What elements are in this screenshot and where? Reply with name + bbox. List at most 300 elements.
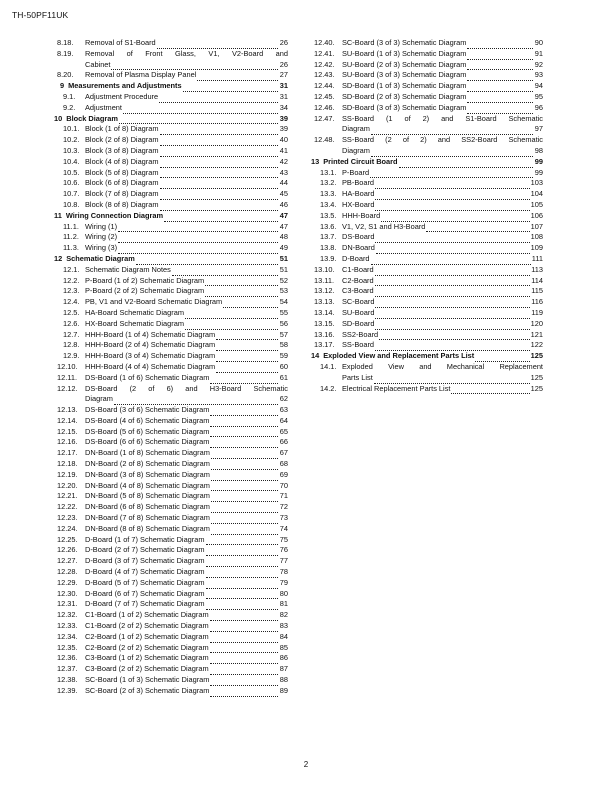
toc-page-number: 61 — [279, 372, 288, 382]
toc-entry-number: 12.40. — [314, 38, 335, 47]
toc-page-number: 93 — [534, 70, 543, 80]
toc-leader-dots — [467, 61, 533, 71]
toc-entry-number: 12.9. — [63, 351, 80, 361]
toc-page-number: 66 — [279, 437, 288, 447]
toc-entry-number: 13.12. — [314, 286, 335, 296]
toc-entry-title: SD-Board — [342, 318, 375, 328]
toc-leader-dots — [210, 644, 278, 654]
toc-subsection-entry — [311, 308, 543, 319]
toc-subsection-entry — [54, 437, 288, 448]
toc-entry-title: C3-Board (1 of 2) Schematic Diagram — [85, 653, 209, 663]
toc-entry-title: SU-Board (2 of 3) Schematic Diagram — [342, 59, 467, 69]
toc-leader-dots — [210, 676, 278, 686]
toc-subsection-entry — [54, 146, 288, 157]
toc-leader-dots — [118, 244, 278, 254]
toc-leader-dots — [160, 126, 278, 136]
toc-subsection-entry — [54, 92, 288, 103]
toc-subsection-entry — [54, 70, 288, 81]
toc-entry-title: Schematic Diagram Notes — [85, 264, 171, 274]
toc-leader-dots — [210, 406, 278, 416]
toc-entry-title: Block (8 of 8) Diagram — [85, 199, 159, 209]
toc-entry-title: HA-Board — [342, 189, 375, 199]
toc-subsection-entry — [311, 254, 543, 265]
toc-subsection-entry — [54, 243, 288, 254]
toc-leader-dots — [210, 374, 278, 384]
toc-entry-number: 13.9. — [320, 253, 337, 263]
toc-page-number: 96 — [534, 102, 543, 112]
toc-entry-title: Wiring (1) — [85, 221, 118, 231]
document-model-header: TH-50PF11UK — [12, 10, 69, 20]
toc-subsection-entry — [54, 556, 288, 567]
toc-subsection-entry — [54, 297, 288, 308]
toc-entry-title: Block (4 of 8) Diagram — [85, 156, 159, 166]
toc-page-number: 39 — [279, 124, 288, 134]
toc-entry-title: C1-Board — [342, 264, 374, 274]
toc-subsection-entry — [54, 222, 288, 233]
toc-entry-number: 13.3. — [320, 189, 337, 199]
toc-entry-title-continued: Diagram — [85, 394, 113, 404]
toc-entry-number: 12.47. — [314, 113, 335, 123]
toc-entry-title: DS-Board (5 of 6) Schematic Diagram — [85, 426, 210, 436]
toc-entry-number: 12.13. — [57, 405, 78, 415]
toc-page-number: 31 — [279, 81, 288, 91]
toc-subsection-entry — [311, 103, 543, 114]
toc-page-number: 64 — [279, 415, 288, 425]
toc-entry-title: Block (6 of 8) Diagram — [85, 178, 159, 188]
toc-page-number: 107 — [530, 221, 543, 231]
toc-entry-title-continued: Diagram — [342, 124, 370, 134]
toc-entry-number: 10.7. — [63, 189, 80, 199]
toc-leader-dots — [210, 666, 278, 676]
toc-entry-number: 13.16. — [314, 329, 335, 339]
toc-leader-dots — [467, 82, 533, 92]
toc-page-number: 87 — [279, 664, 288, 674]
toc-entry-number: 14.1. — [320, 361, 337, 371]
toc-subsection-entry — [54, 384, 288, 406]
toc-entry-number: 13.6. — [320, 221, 337, 231]
toc-entry-title: SS-Board (2 of 2) and SS2-Board Schematic — [342, 135, 543, 145]
toc-entry-number: 12 — [54, 253, 63, 263]
toc-entry-title: HHH-Board — [342, 210, 381, 220]
toc-page-number: 105 — [530, 199, 543, 209]
toc-subsection-entry — [311, 70, 543, 81]
toc-entry-number: 12.25. — [57, 534, 78, 544]
toc-leader-dots — [223, 298, 278, 308]
toc-entry-title: D-Board (3 of 7) Schematic Diagram — [85, 556, 205, 566]
toc-leader-dots — [210, 633, 278, 643]
toc-entry-title: D-Board — [342, 253, 370, 263]
toc-entry-title: HA-Board Schematic Diagram — [85, 307, 184, 317]
toc-subsection-entry — [311, 330, 543, 341]
toc-subsection-entry — [54, 49, 288, 71]
toc-page-number: 114 — [531, 275, 543, 285]
toc-entry-number: 13.5. — [320, 210, 337, 220]
toc-leader-dots — [211, 493, 278, 503]
toc-subsection-entry — [311, 340, 543, 351]
toc-leader-dots — [216, 342, 278, 352]
toc-entry-title: C3-Board — [342, 286, 374, 296]
toc-entry-number: 12.29. — [57, 577, 78, 587]
toc-leader-dots — [164, 212, 278, 222]
toc-leader-dots — [475, 352, 529, 362]
toc-subsection-entry — [54, 124, 288, 135]
toc-entry-title: Wiring (2) — [85, 232, 118, 242]
toc-leader-dots — [467, 93, 533, 103]
toc-entry-title: HX-Board Schematic Diagram — [85, 318, 184, 328]
toc-entry-number: 12.11. — [57, 372, 77, 382]
toc-entry-number: 12.8. — [63, 340, 80, 350]
toc-entry-number: 12.44. — [314, 81, 335, 91]
toc-page-number: 26 — [279, 38, 288, 47]
toc-entry-title: P-Board (1 of 2) Schematic Diagram — [85, 275, 205, 285]
toc-page-number: 47 — [279, 221, 288, 231]
toc-leader-dots — [399, 158, 533, 168]
toc-entry-title: DN-Board (4 of 8) Schematic Diagram — [85, 480, 210, 490]
toc-page-number: 79 — [279, 577, 288, 587]
toc-page-number: 43 — [279, 167, 288, 177]
toc-entry-number: 12.6. — [63, 318, 80, 328]
toc-entry-number: 12.43. — [314, 70, 335, 80]
toc-page-number: 59 — [279, 351, 288, 361]
toc-entry-number: 14.2. — [320, 383, 337, 393]
toc-entry-title: Schematic Diagram — [66, 253, 135, 263]
toc-subsection-entry — [311, 232, 543, 243]
toc-entry-title: SS-Board — [342, 340, 375, 350]
toc-entry-title: Block (1 of 8) Diagram — [85, 124, 159, 134]
toc-leader-dots — [185, 320, 278, 330]
toc-entry-number: 8.20. — [57, 70, 74, 80]
toc-page-number: 57 — [279, 329, 288, 339]
toc-page-number: 49 — [279, 243, 288, 253]
toc-entry-title: Wiring (3) — [85, 243, 118, 253]
toc-page-number: 68 — [279, 459, 288, 469]
toc-page-number: 85 — [279, 642, 288, 652]
toc-entry-title: SC-Board (3 of 3) Schematic Diagram — [342, 38, 467, 47]
toc-entry-title: Block (3 of 8) Diagram — [85, 145, 159, 155]
toc-leader-dots — [210, 622, 278, 632]
toc-subsection-entry — [311, 60, 543, 71]
toc-page-number: 34 — [279, 102, 288, 112]
toc-page-number: 103 — [530, 178, 543, 188]
toc-leader-dots — [451, 385, 529, 395]
toc-entry-title: HHH-Board (2 of 4) Schematic Diagram — [85, 340, 216, 350]
toc-subsection-entry — [311, 265, 543, 276]
toc-entry-number: 8.19. — [57, 48, 74, 58]
toc-leader-dots — [211, 450, 278, 460]
toc-page-number: 86 — [279, 653, 288, 663]
toc-entry-number: 12.17. — [57, 448, 78, 458]
toc-page-number: 120 — [530, 318, 543, 328]
toc-entry-title: D-Board (4 of 7) Schematic Diagram — [85, 567, 205, 577]
toc-subsection-entry — [54, 610, 288, 621]
toc-entry-title: SC-Board (2 of 3) Schematic Diagram — [85, 685, 210, 695]
toc-leader-dots — [211, 525, 278, 535]
toc-entry-number: 12.16. — [57, 437, 78, 447]
toc-leader-dots — [160, 190, 278, 200]
toc-subsection-entry — [311, 319, 543, 330]
toc-page-number: 88 — [279, 675, 288, 685]
toc-entry-title: D-Board (2 of 7) Schematic Diagram — [85, 545, 205, 555]
toc-page-number: 119 — [531, 307, 543, 317]
toc-page-number: 82 — [279, 610, 288, 620]
toc-entry-title: DN-Board (8 of 8) Schematic Diagram — [85, 523, 210, 533]
toc-leader-dots — [206, 536, 278, 546]
toc-page-number: 94 — [534, 81, 543, 91]
toc-entry-title: DS-Board (6 of 6) Schematic Diagram — [85, 437, 210, 447]
toc-leader-dots — [206, 590, 278, 600]
toc-entry-title: HHH-Board (1 of 4) Schematic Diagram — [85, 329, 216, 339]
toc-entry-number: 12.23. — [57, 513, 78, 523]
toc-entry-title: SD-Board (2 of 3) Schematic Diagram — [342, 91, 467, 101]
toc-page-number: 51 — [279, 253, 288, 263]
toc-entry-number: 13.13. — [314, 297, 335, 307]
toc-leader-dots — [375, 234, 529, 244]
toc-entry-number: 12.18. — [57, 459, 78, 469]
toc-leader-dots — [371, 147, 533, 157]
toc-leader-dots — [160, 158, 278, 168]
toc-entry-number: 12.28. — [57, 567, 78, 577]
toc-entry-number: 10.2. — [63, 135, 80, 145]
toc-leader-dots — [211, 482, 278, 492]
toc-page-number: 47 — [279, 210, 288, 220]
toc-entry-number: 12.30. — [57, 588, 78, 598]
toc-page-number: 76 — [279, 545, 288, 555]
toc-page-number: 72 — [279, 502, 288, 512]
toc-subsection-entry — [54, 373, 288, 384]
toc-page-number: 52 — [279, 275, 288, 285]
toc-entry-title: Printed Circuit Board — [323, 156, 398, 166]
toc-page-number: 62 — [279, 394, 288, 404]
toc-leader-dots — [172, 266, 278, 276]
toc-subsection-entry — [54, 470, 288, 481]
toc-entry-number: 12.38. — [57, 675, 78, 685]
toc-entry-title: D-Board (7 of 7) Schematic Diagram — [85, 599, 205, 609]
toc-leader-dots — [210, 428, 278, 438]
toc-entry-title: SC-Board — [342, 297, 375, 307]
toc-page-number: 115 — [531, 286, 543, 296]
toc-page-number: 116 — [531, 297, 543, 307]
toc-subsection-entry — [311, 243, 543, 254]
toc-entry-number: 10.8. — [63, 199, 80, 209]
toc-entry-title-continued: Diagram — [342, 145, 370, 155]
toc-page-number: 73 — [279, 513, 288, 523]
toc-entry-number: 13.4. — [320, 199, 337, 209]
toc-entry-number: 11.2. — [63, 232, 79, 242]
toc-leader-dots — [211, 460, 278, 470]
toc-leader-dots — [205, 277, 278, 287]
toc-leader-dots — [210, 655, 278, 665]
toc-subsection-entry — [54, 513, 288, 524]
toc-page-number: 63 — [279, 405, 288, 415]
toc-subsection-entry — [311, 276, 543, 287]
toc-subsection-entry — [54, 200, 288, 211]
toc-entry-title: DS-Board (1 of 6) Schematic Diagram — [85, 372, 210, 382]
toc-subsection-entry — [54, 405, 288, 416]
toc-subsection-entry — [311, 211, 543, 222]
toc-page-number: 71 — [279, 491, 288, 501]
toc-entry-title: Removal of Plasma Display Panel — [85, 70, 197, 80]
toc-subsection-entry — [54, 427, 288, 438]
toc-entry-title: C3-Board (2 of 2) Schematic Diagram — [85, 664, 209, 674]
toc-entry-title-continued: Parts List — [342, 372, 373, 382]
toc-page-number: 90 — [534, 38, 543, 47]
toc-section-entry — [311, 157, 543, 168]
toc-entry-number: 12.45. — [314, 91, 335, 101]
toc-subsection-entry — [54, 135, 288, 146]
toc-page-number: 53 — [279, 286, 288, 296]
toc-leader-dots — [206, 601, 278, 611]
toc-entry-number: 12.32. — [57, 610, 78, 620]
toc-entry-title: DN-Board (5 of 8) Schematic Diagram — [85, 491, 210, 501]
toc-leader-dots — [467, 39, 533, 49]
toc-entry-number: 10.3. — [63, 145, 80, 155]
toc-leader-dots — [206, 568, 278, 578]
toc-leader-dots — [111, 61, 278, 71]
toc-entry-title: DN-Board (7 of 8) Schematic Diagram — [85, 513, 210, 523]
toc-entry-title: C2-Board (1 of 2) Schematic Diagram — [85, 631, 209, 641]
toc-entry-number: 12.36. — [57, 653, 78, 663]
toc-leader-dots — [375, 288, 531, 298]
toc-leader-dots — [376, 244, 530, 254]
toc-subsection-entry — [54, 599, 288, 610]
toc-entry-title: Measurements and Adjustments — [68, 81, 182, 91]
toc-subsection-entry — [54, 621, 288, 632]
toc-entry-number: 12.4. — [63, 297, 80, 307]
toc-subsection-entry — [311, 168, 543, 179]
toc-entry-title: C2-Board (2 of 2) Schematic Diagram — [85, 642, 209, 652]
toc-subsection-entry — [54, 189, 288, 200]
toc-entry-title: SS-Board (1 of 2) and S1-Board Schematic — [342, 113, 543, 123]
toc-subsection-entry — [54, 232, 288, 243]
toc-subsection-entry — [54, 168, 288, 179]
toc-entry-number: 13 — [311, 156, 320, 166]
toc-leader-dots — [375, 320, 529, 330]
toc-entry-number: 13.1. — [320, 167, 337, 177]
toc-page-number: 55 — [279, 307, 288, 317]
toc-entry-number: 11 — [54, 210, 62, 220]
toc-page-number: 44 — [279, 178, 288, 188]
toc-leader-dots — [375, 342, 530, 352]
toc-subsection-entry — [54, 319, 288, 330]
toc-entry-title: DN-Board (3 of 8) Schematic Diagram — [85, 469, 210, 479]
toc-leader-dots — [216, 352, 278, 362]
toc-subsection-entry — [311, 178, 543, 189]
toc-entry-title: HHH-Board (4 of 4) Schematic Diagram — [85, 361, 216, 371]
toc-entry-number: 12.22. — [57, 502, 78, 512]
toc-entry-title: C1-Board (2 of 2) Schematic Diagram — [85, 621, 209, 631]
toc-leader-dots — [157, 39, 278, 49]
toc-subsection-entry — [54, 308, 288, 319]
toc-page-number: 77 — [279, 556, 288, 566]
toc-subsection-entry — [54, 448, 288, 459]
toc-entry-title: P-Board (2 of 2) Schematic Diagram — [85, 286, 205, 296]
toc-entry-number: 12.27. — [57, 556, 78, 566]
toc-subsection-entry — [54, 330, 288, 341]
toc-leader-dots — [210, 417, 278, 427]
toc-leader-dots — [426, 223, 529, 233]
toc-subsection-entry — [54, 502, 288, 513]
toc-entry-number: 12.35. — [57, 642, 78, 652]
toc-subsection-entry — [54, 286, 288, 297]
toc-page-number: 80 — [279, 588, 288, 598]
toc-subsection-entry — [54, 38, 288, 49]
toc-leader-dots — [160, 147, 278, 157]
toc-entry-title: SU-Board (1 of 3) Schematic Diagram — [342, 48, 467, 58]
toc-entry-title: D-Board (1 of 7) Schematic Diagram — [85, 534, 205, 544]
toc-page-number: 54 — [279, 297, 288, 307]
toc-entry-number: 12.39. — [57, 685, 78, 695]
toc-subsection-entry — [54, 664, 288, 675]
toc-leader-dots — [211, 504, 278, 514]
toc-entry-title: V1, V2, S1 and H3-Board — [342, 221, 426, 231]
toc-leader-dots — [160, 169, 278, 179]
toc-entry-title: Adjustment Procedure — [85, 91, 159, 101]
toc-entry-title: Wiring Connection Diagram — [65, 210, 164, 220]
toc-page-number: 99 — [534, 156, 543, 166]
toc-leader-dots — [467, 50, 533, 60]
toc-page-number: 56 — [279, 318, 288, 328]
toc-subsection-entry — [54, 276, 288, 287]
toc-page-number: 26 — [279, 59, 288, 69]
toc-entry-title: Block Diagram — [66, 113, 118, 123]
toc-page-number: 69 — [279, 469, 288, 479]
toc-section-entry — [54, 211, 288, 222]
toc-entry-number: 12.26. — [57, 545, 78, 555]
toc-entry-number: 11.3. — [63, 243, 79, 253]
toc-entry-number: 14 — [311, 351, 320, 361]
toc-entry-title: Block (2 of 8) Diagram — [85, 135, 159, 145]
toc-page-number: 125 — [530, 383, 543, 393]
toc-leader-dots — [210, 439, 278, 449]
toc-page-number: 31 — [279, 91, 288, 101]
toc-entry-title: D-Board (6 of 7) Schematic Diagram — [85, 588, 205, 598]
toc-leader-dots — [114, 396, 278, 406]
toc-section-entry — [54, 254, 288, 265]
toc-entry-number: 13.15. — [314, 318, 335, 328]
toc-page-number: 42 — [279, 156, 288, 166]
toc-leader-dots — [375, 201, 529, 211]
toc-page-number: 113 — [531, 264, 543, 274]
toc-entry-title: SU-Board (3 of 3) Schematic Diagram — [342, 70, 467, 80]
toc-entry-number: 12.37. — [57, 664, 78, 674]
page-number: 2 — [303, 760, 309, 769]
toc-subsection-entry — [54, 643, 288, 654]
toc-entry-title: DS-Board (3 of 6) Schematic Diagram — [85, 405, 210, 415]
toc-subsection-entry — [54, 491, 288, 502]
toc-leader-dots — [375, 266, 531, 276]
toc-entry-number: 13.10. — [314, 264, 335, 274]
toc-entry-title: DN-Board (2 of 8) Schematic Diagram — [85, 459, 210, 469]
toc-page-number: 83 — [279, 621, 288, 631]
toc-page-number: 104 — [530, 189, 543, 199]
toc-page-number: 27 — [279, 70, 288, 80]
toc-entry-title: Block (5 of 8) Diagram — [85, 167, 159, 177]
toc-subsection-entry — [54, 567, 288, 578]
toc-entry-number: 10.6. — [63, 178, 80, 188]
toc-leader-dots — [375, 180, 530, 190]
toc-subsection-entry — [54, 578, 288, 589]
toc-subsection-entry — [54, 481, 288, 492]
toc-entry-title: DN-Board — [342, 243, 375, 253]
toc-entry-number: 12.42. — [314, 59, 335, 69]
toc-page-number: 70 — [279, 480, 288, 490]
toc-section-entry — [54, 81, 288, 92]
toc-subsection-entry — [311, 286, 543, 297]
toc-subsection-entry — [311, 384, 543, 395]
toc-right-column — [311, 38, 543, 394]
toc-entry-number: 12.14. — [57, 415, 78, 425]
toc-subsection-entry — [54, 157, 288, 168]
